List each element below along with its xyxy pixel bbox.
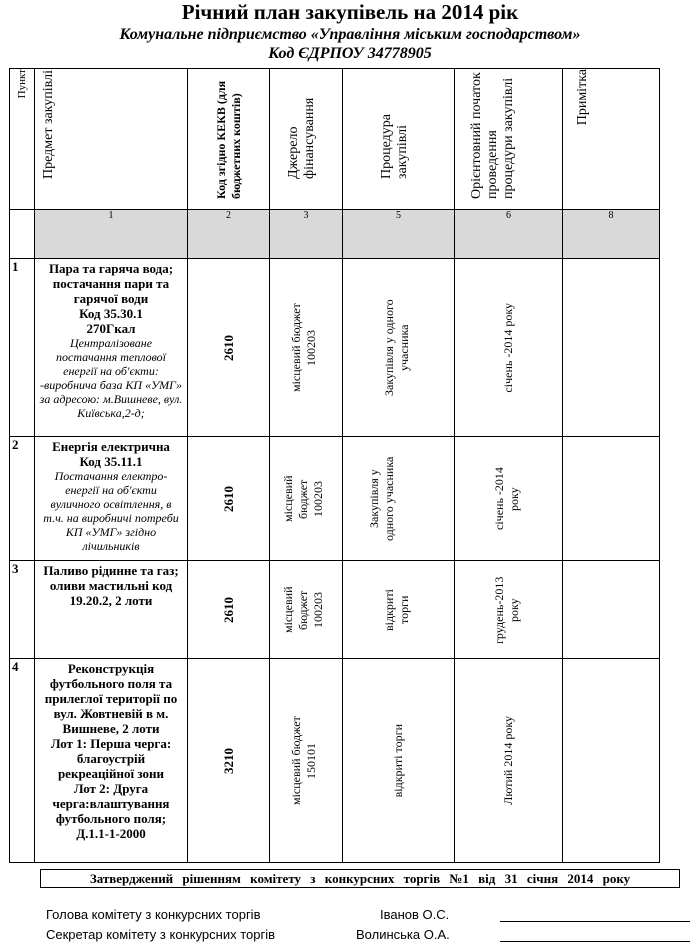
subject-description: Постачання електро-енергії на об'єкти вуличного освітлення, в т.ч. на виробничі потреби КП «УМГ» згідно лічильників [43, 469, 179, 553]
note-cell [563, 437, 660, 561]
chair-signature-line [500, 921, 690, 922]
column-number: 8 [563, 210, 660, 259]
source-cell: місцевий бюджет 100203 [270, 437, 343, 561]
secretary-role: Секретар комітету з конкурсних торгів [46, 927, 276, 942]
secretary-name: Волинська О.А. [356, 927, 450, 942]
header-point: Пункт [10, 69, 35, 210]
note-cell [563, 259, 660, 437]
table-row [10, 437, 660, 561]
row-index: 2 [10, 437, 35, 561]
kekv-cell: 2610 [188, 259, 270, 437]
page-title: Річний план закупівель на 2014 рік [181, 0, 519, 24]
note-cell [563, 561, 660, 659]
edrpou-code: Код ЄДРПОУ 34778905 [268, 45, 432, 62]
header-source: Джерело фінансування [270, 69, 343, 210]
start-cell: Лютий 2014 року [455, 659, 563, 863]
header-procedure: Процедура закупівлі [343, 69, 455, 210]
kekv-cell: 3210 [188, 659, 270, 863]
column-number: 2 [188, 210, 270, 259]
chair-role: Голова комітету з конкурсних торгів [46, 907, 261, 922]
subject-name: Реконструкція футбольного поля та прилеглої території по вул. Жовтневій в м. Вишневе, 2 лоти Лот 1: Перша черга: благоустрій рекреаційної зони Лот 2: Друга черга:влаштування футбольного поля; Д.1.1-1-2000 [44, 661, 178, 841]
kekv-cell: 2610 [188, 437, 270, 561]
approval-statement: Затверджений рішенням комітету з конкурсних торгів №1 від 31 січня 2014 року [40, 869, 680, 888]
header-row [10, 69, 660, 210]
column-number-row [10, 210, 660, 259]
subject-name: Енергія електрична Код 35.11.1 [52, 439, 170, 469]
start-cell: січень -2014 року [455, 437, 563, 561]
column-number: 5 [343, 210, 455, 259]
procedure-cell: Закупівля у одного учасника [343, 259, 455, 437]
organization-name: Комунальне підприємство «Управління міським господарством» [119, 26, 581, 43]
procedure-cell: відкриті торги [343, 659, 455, 863]
procedure-cell: відкриті торги [343, 561, 455, 659]
header-kekv: Код згідно КЕКВ (для бюджетних коштів) [188, 69, 270, 210]
chair-name: Іванов О.С. [380, 907, 450, 922]
column-number: 6 [455, 210, 563, 259]
source-cell: місцевий бюджет 150101 [270, 659, 343, 863]
column-number: 3 [270, 210, 343, 259]
row-index: 1 [10, 259, 35, 437]
note-cell [563, 659, 660, 863]
start-cell: січень -2014 року [455, 259, 563, 437]
header-start: Орієнтовний початок проведення процедури закупівлі [455, 69, 563, 210]
row-index: 4 [10, 659, 35, 863]
subject-cell [35, 259, 188, 437]
header-subject: Предмет закупівлі [35, 69, 188, 210]
subject-cell [35, 437, 188, 561]
subject-name: Пара та гаряча вода; постачання пари та гарячої води Код 35.30.1 270Гкал [48, 261, 174, 336]
subject-description: Централізоване постачання теплової енергії на об'єкти: -виробнича база КП «УМГ» за адресою: м.Вишневе, вул. Київська,2-д; [39, 336, 183, 420]
start-cell: грудень-2013 року [455, 561, 563, 659]
table-row [10, 259, 660, 437]
header-note: Примітка [563, 69, 660, 210]
kekv-cell: 2610 [188, 561, 270, 659]
procedure-cell: Закупівля у одного учасника [343, 437, 455, 561]
subject-cell [35, 659, 188, 863]
subject-name: Паливо рідинне та газ; оливи мастильні код 19.20.2, 2 лоти [43, 563, 179, 608]
row-index: 3 [10, 561, 35, 659]
subject-cell [35, 561, 188, 659]
table-row [10, 561, 660, 659]
source-cell: місцевий бюджет 100203 [270, 561, 343, 659]
table-row [10, 659, 660, 863]
column-number: 1 [35, 210, 188, 259]
source-cell: місцевий бюджет 100203 [270, 259, 343, 437]
procurement-table [9, 68, 660, 863]
secretary-signature-line [500, 941, 690, 942]
